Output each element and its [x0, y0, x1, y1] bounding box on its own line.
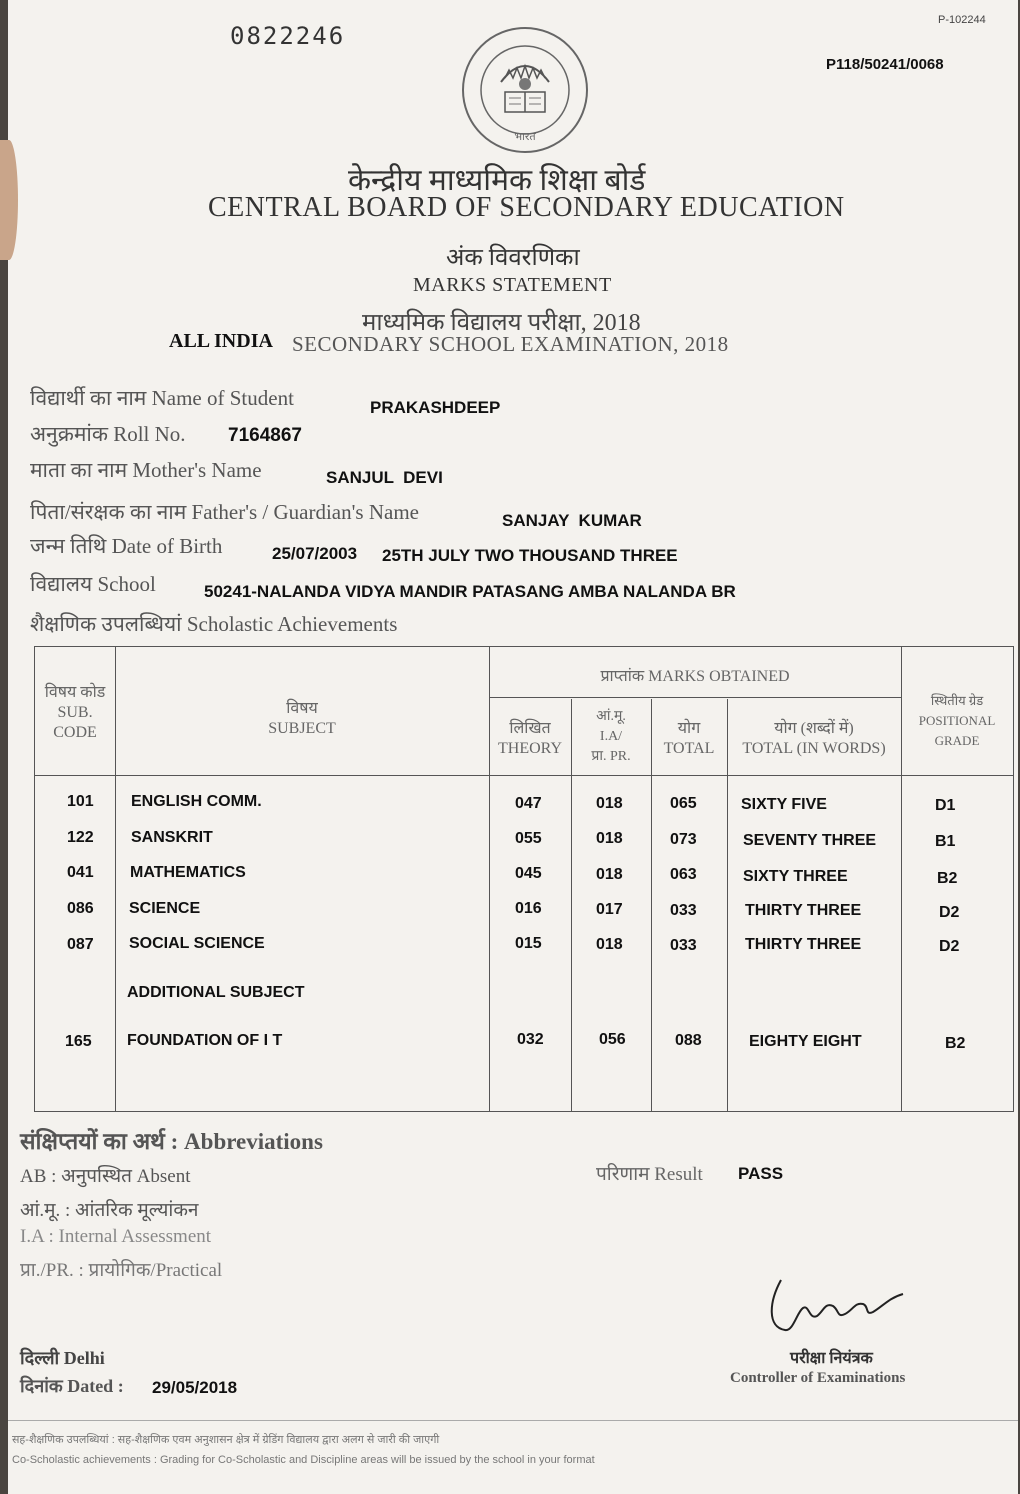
roll-number: 7164867 — [228, 425, 302, 446]
exam-title-english: SECONDARY SCHOOL EXAMINATION, 2018 — [292, 332, 729, 356]
row-total: 088 — [675, 1032, 702, 1049]
header-total-words: योग (शब्दों में) TOTAL (IN WORDS) — [742, 720, 886, 757]
marks-table — [34, 646, 1014, 1112]
co-scholastic-note-english: Co-Scholastic achievements : Grading for Co-Scholastic and Discipline areas will be issued by the school in your format — [12, 1454, 595, 1466]
row-grade: D1 — [935, 797, 956, 814]
row-ia: 056 — [599, 1031, 626, 1048]
reference-number: P118/50241/0068 — [826, 56, 944, 73]
controller-signature — [763, 1272, 913, 1342]
row-grade: B1 — [935, 833, 956, 850]
row-subject: SANSKRIT — [131, 829, 213, 846]
exam-title-hindi: माध्यमिक विद्यालय परीक्षा, 2018 — [362, 310, 641, 336]
row-total: 073 — [670, 831, 697, 848]
row-theory: 047 — [515, 795, 542, 812]
dob-words: 25TH JULY TWO THOUSAND THREE — [382, 546, 678, 565]
row-ia: 018 — [596, 830, 623, 847]
abbr-ia-english: I.A : Internal Assessment — [20, 1226, 212, 1247]
serial-number: 0822246 — [230, 22, 346, 50]
row-words: SIXTY THREE — [743, 868, 848, 885]
dob-value: 25/07/2003 — [272, 544, 358, 563]
row-subject: ENGLISH COMM. — [131, 793, 262, 810]
scholastic-label: शैक्षणिक उपलब्धियां Scholastic Achievements — [30, 612, 398, 636]
abbreviations-title: संक्षिप्तयों का अर्थ : Abbreviations — [20, 1129, 323, 1154]
row-words: SIXTY FIVE — [741, 796, 827, 813]
all-india-label: ALL INDIA — [169, 330, 273, 352]
row-total: 033 — [670, 902, 697, 919]
row-grade: B2 — [945, 1035, 966, 1052]
student-name: PRAKASHDEEP — [370, 398, 501, 417]
row-theory: 015 — [515, 935, 542, 952]
row-ia: 018 — [596, 936, 623, 953]
row-total: 033 — [670, 937, 697, 954]
header-sub-code: विषय कोड SUB. CODE — [44, 684, 106, 741]
cbse-seal-logo — [455, 20, 595, 160]
top-right-code: P-102244 — [938, 14, 986, 26]
father-name: SANJAY KUMAR — [502, 511, 642, 530]
marks-statement-sheet — [8, 0, 1018, 1494]
mother-name-label: माता का नाम Mother's Name — [30, 458, 262, 482]
board-name-english: CENTRAL BOARD OF SECONDARY EDUCATION — [208, 192, 845, 223]
row-ia: 018 — [596, 795, 623, 812]
dob-label: जन्म तिथि Date of Birth — [30, 534, 223, 558]
abbr-absent: AB : अनुपस्थित Absent — [20, 1166, 191, 1187]
abbr-practical: प्रा./PR. : प्रायोगिक/Practical — [20, 1260, 223, 1281]
row-code: 165 — [65, 1033, 92, 1050]
row-words: THIRTY THREE — [745, 936, 862, 953]
row-words: EIGHTY EIGHT — [749, 1033, 862, 1050]
row-theory: 055 — [515, 830, 542, 847]
row-words: THIRTY THREE — [745, 902, 862, 919]
footer-divider — [8, 1420, 1018, 1421]
row-subject: SCIENCE — [129, 900, 201, 917]
row-subject: MATHEMATICS — [130, 864, 246, 881]
row-ia: 017 — [596, 901, 623, 918]
header-marks-obtained: प्राप्तांक MARKS OBTAINED — [600, 668, 790, 685]
thumb-edge — [0, 140, 18, 260]
issue-date: 29/05/2018 — [152, 1378, 238, 1397]
row-grade: B2 — [937, 870, 958, 887]
father-name-label: पिता/संरक्षक का नाम Father's / Guardian's Name — [30, 500, 419, 524]
row-theory: 032 — [517, 1031, 544, 1048]
row-total: 063 — [670, 866, 697, 883]
school-name: 50241-NALANDA VIDYA MANDIR PATASANG AMBA NALANDA BR — [204, 582, 736, 601]
additional-subject-label: ADDITIONAL SUBJECT — [127, 984, 305, 1001]
roll-number-label: अनुक्रमांक Roll No. — [30, 422, 186, 446]
place: दिल्ली Delhi — [20, 1348, 105, 1368]
row-grade: D2 — [939, 938, 960, 955]
school-label: विद्यालय School — [30, 572, 156, 596]
statement-title-english: MARKS STATEMENT — [413, 274, 612, 296]
controller-title-english: Controller of Examinations — [730, 1370, 906, 1386]
row-grade: D2 — [939, 904, 960, 921]
row-total: 065 — [670, 795, 697, 812]
statement-title-hindi: अंक विवरणिका — [446, 245, 580, 271]
row-subject: SOCIAL SCIENCE — [129, 935, 265, 952]
row-subject: FOUNDATION OF I T — [127, 1032, 283, 1049]
row-code: 041 — [67, 864, 94, 881]
result-value: PASS — [738, 1164, 784, 1183]
co-scholastic-note-hindi: सह-शैक्षणिक उपलब्धियां : सह-शैक्षणिक एवम अनुशासन क्षेत्र में ग्रेडिंग विद्यालय द्वारा अलग से जारी की जाएगी — [12, 1434, 440, 1446]
student-name-label: विद्यार्थी का नाम Name of Student — [30, 386, 294, 410]
seal-caption: भारत — [514, 130, 536, 143]
row-ia: 018 — [596, 866, 623, 883]
row-words: SEVENTY THREE — [743, 832, 877, 849]
result-label: परिणाम Result — [596, 1164, 703, 1185]
row-theory: 016 — [515, 900, 542, 917]
abbr-ia-hindi: आं.मू. : आंतरिक मूल्यांकन — [20, 1200, 199, 1221]
controller-title-hindi: परीक्षा नियंत्रक — [790, 1350, 873, 1367]
header-theory: लिखित THEORY — [498, 720, 562, 757]
header-positional-grade: स्थितीय ग्रेड POSITIONAL GRADE — [918, 693, 996, 748]
board-name-hindi: केन्द्रीय माध्यमिक शिक्षा बोर्ड — [348, 164, 646, 197]
row-code: 086 — [67, 900, 94, 917]
header-ia-pr: आं.मू. I.A/ प्रा. PR. — [591, 709, 631, 764]
row-theory: 045 — [515, 865, 542, 882]
mother-name: SANJUL DEVI — [326, 468, 443, 487]
header-total: योग TOTAL — [663, 720, 715, 757]
row-code: 122 — [67, 829, 94, 846]
dated-label: दिनांक Dated : — [20, 1376, 124, 1396]
header-subject: विषय SUBJECT — [268, 700, 336, 737]
row-code: 101 — [67, 793, 94, 810]
row-code: 087 — [67, 936, 94, 953]
